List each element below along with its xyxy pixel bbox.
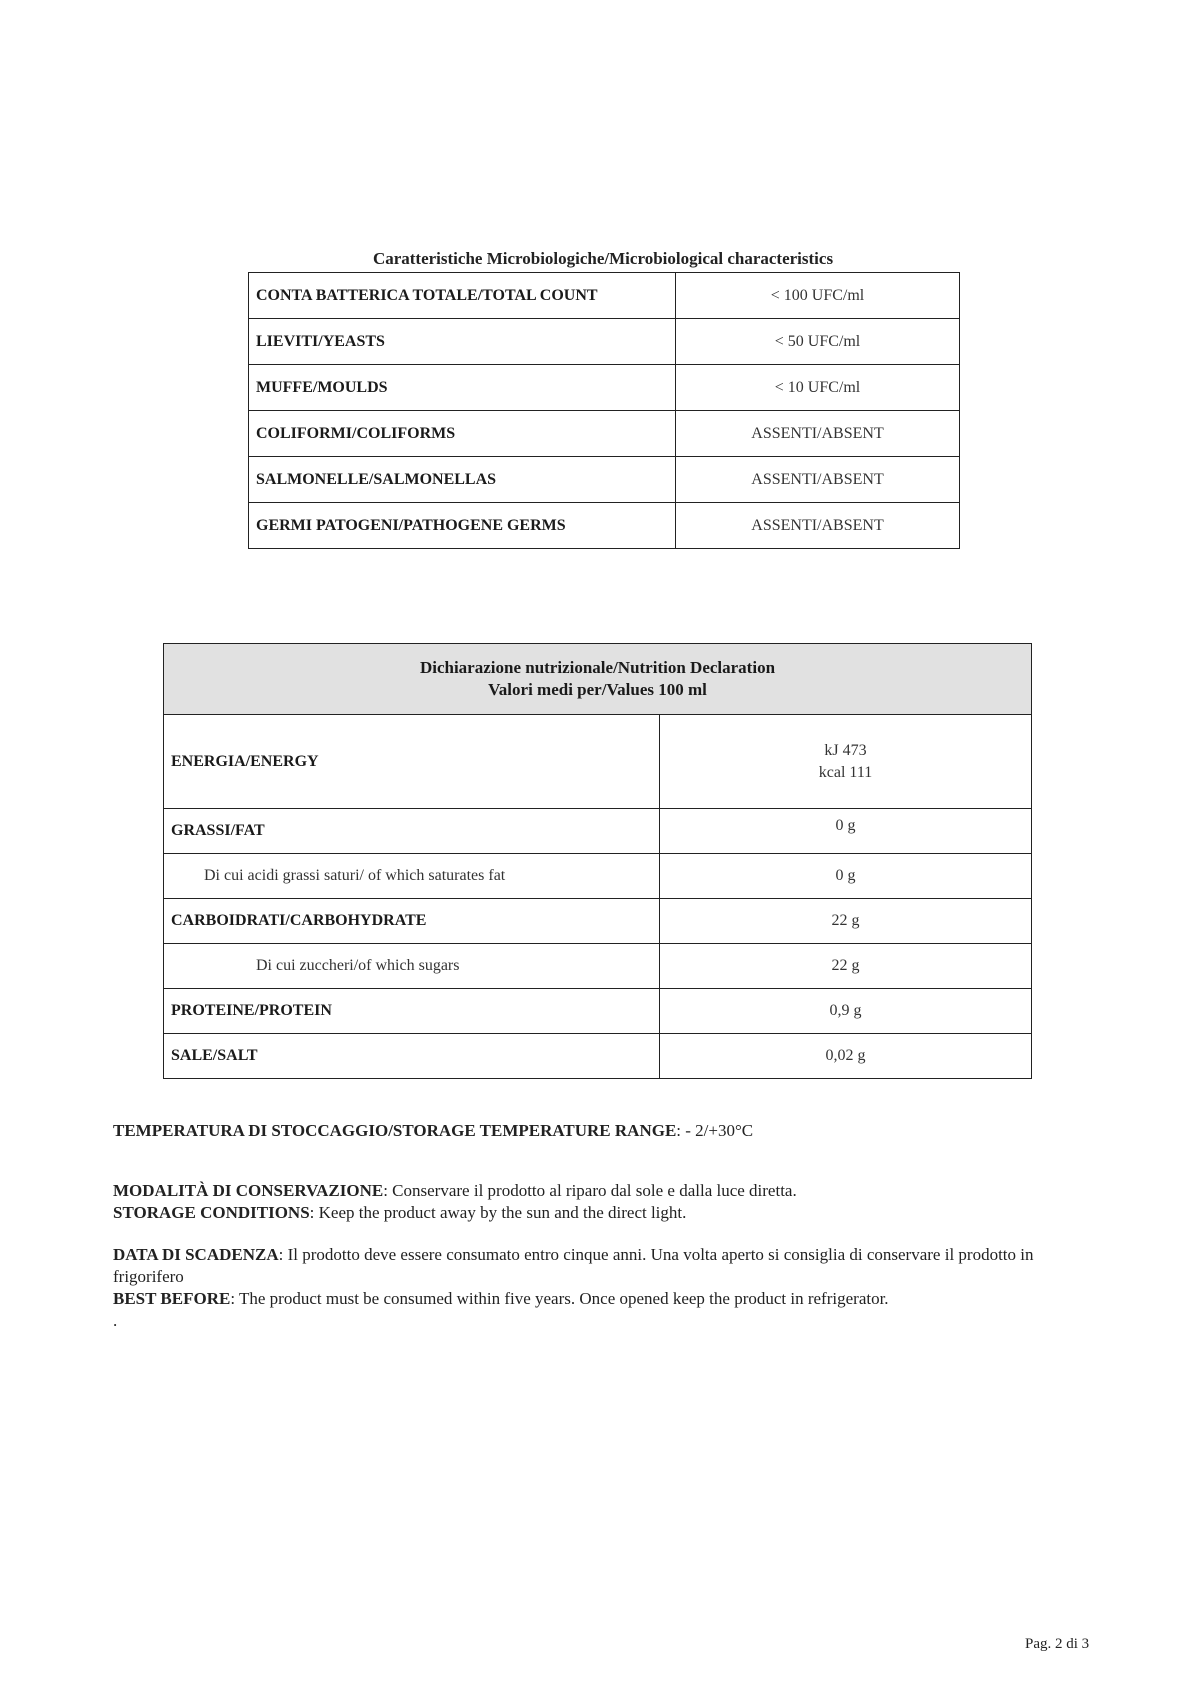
row-label: CONTA BATTERICA TOTALE/TOTAL COUNT xyxy=(249,273,676,319)
row-value: 0 g xyxy=(660,809,1032,854)
storage-temperature-value: : - 2/+30°C xyxy=(676,1121,754,1140)
table-row xyxy=(249,273,960,319)
expiry-en-label: BEST BEFORE xyxy=(113,1289,231,1308)
nutrition-header xyxy=(164,644,1032,715)
conservation-en-label: STORAGE CONDITIONS xyxy=(113,1203,310,1222)
conservation-en-text: : Keep the product away by the sun and the direct light. xyxy=(309,1203,687,1222)
row-value: 22 g xyxy=(660,899,1032,944)
storage-temperature xyxy=(113,1120,1103,1142)
expiry-en xyxy=(113,1288,1103,1310)
conservation-it-label: MODALITÀ DI CONSERVAZIONE xyxy=(113,1181,384,1200)
row-label: GRASSI/FAT xyxy=(164,809,660,854)
conservation-en xyxy=(113,1202,1103,1224)
expiry-it xyxy=(113,1244,1103,1288)
row-value: 0 g xyxy=(660,854,1032,899)
row-label: Di cui zuccheri/of which sugars xyxy=(164,944,660,989)
storage-temperature-label: TEMPERATURA DI STOCCAGGIO/STORAGE TEMPERATURE RANGE xyxy=(113,1121,677,1140)
microbiological-table xyxy=(248,272,960,549)
table-row xyxy=(249,457,960,503)
row-label: MUFFE/MOULDS xyxy=(249,365,676,411)
row-label: GERMI PATOGENI/PATHOGENE GERMS xyxy=(249,503,676,549)
table-row xyxy=(164,809,1032,854)
row-value: < 100 UFC/ml xyxy=(676,273,960,319)
row-label: Di cui acidi grassi saturi/ of which saturates fat xyxy=(164,854,660,899)
conservation-it xyxy=(113,1180,1103,1202)
table-row xyxy=(164,1034,1032,1079)
table-row xyxy=(249,365,960,411)
nutrition-title: Dichiarazione nutrizionale/Nutrition Declaration xyxy=(419,658,776,677)
conservation-section xyxy=(113,1180,1103,1224)
table-row xyxy=(249,503,960,549)
row-value xyxy=(660,715,1032,809)
nutrition-table xyxy=(163,643,1032,1079)
row-value: 0,9 g xyxy=(660,989,1032,1034)
microbiological-title: Caratteristiche Microbiologiche/Microbiological characteristics xyxy=(372,249,834,268)
energy-kcal: kcal 111 xyxy=(818,763,873,781)
trailing-dot: . xyxy=(113,1311,118,1330)
table-row xyxy=(164,854,1032,899)
row-value: ASSENTI/ABSENT xyxy=(676,457,960,503)
table-row xyxy=(249,411,960,457)
table-row xyxy=(164,989,1032,1034)
page-number: Pag. 2 di 3 xyxy=(1025,1636,1090,1652)
row-value: 22 g xyxy=(660,944,1032,989)
row-label: PROTEINE/PROTEIN xyxy=(164,989,660,1034)
row-label: ENERGIA/ENERGY xyxy=(164,715,660,809)
expiry-section xyxy=(113,1244,1103,1332)
row-value: < 10 UFC/ml xyxy=(676,365,960,411)
conservation-it-text: : Conservare il prodotto al riparo dal sole e dalla luce diretta. xyxy=(383,1181,797,1200)
nutrition-header-row xyxy=(164,644,1032,715)
row-label: LIEVITI/YEASTS xyxy=(249,319,676,365)
row-label: SALMONELLE/SALMONELLAS xyxy=(249,457,676,503)
expiry-it-label: DATA DI SCADENZA xyxy=(113,1245,279,1264)
row-value: < 50 UFC/ml xyxy=(676,319,960,365)
expiry-en-text: : The product must be consumed within five years. Once opened keep the product in refrigerator. xyxy=(230,1289,889,1308)
row-value: ASSENTI/ABSENT xyxy=(676,503,960,549)
row-value: 0,02 g xyxy=(660,1034,1032,1079)
table-row xyxy=(164,899,1032,944)
energy-kj: kJ 473 xyxy=(824,741,867,759)
row-label: CARBOIDRATI/CARBOHYDRATE xyxy=(164,899,660,944)
row-label: COLIFORMI/COLIFORMS xyxy=(249,411,676,457)
nutrition-subtitle: Valori medi per/Values 100 ml xyxy=(488,680,707,699)
expiry-it-text: : Il prodotto deve essere consumato entro cinque anni. Una volta aperto si consiglia di conservare il prodotto in frigorifero xyxy=(113,1245,1034,1286)
table-row xyxy=(164,944,1032,989)
row-label: SALE/SALT xyxy=(164,1034,660,1079)
table-row xyxy=(249,319,960,365)
table-row xyxy=(164,715,1032,809)
row-value: ASSENTI/ABSENT xyxy=(676,411,960,457)
